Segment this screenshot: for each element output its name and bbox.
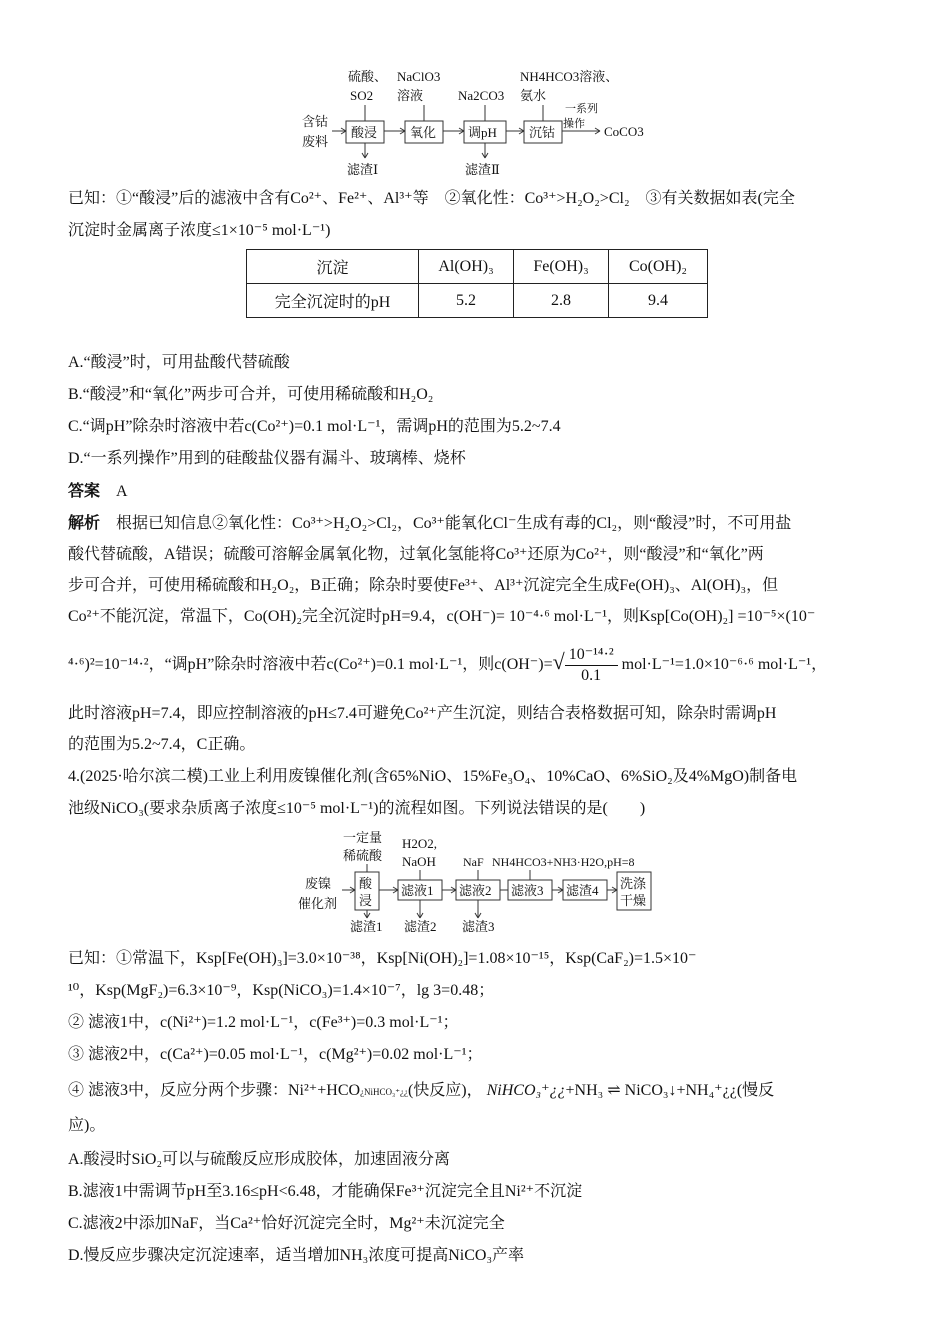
flow2-step: 滤渣4 <box>566 883 599 898</box>
flow1-reagent: NaClO3 <box>397 69 441 84</box>
flow2-raw: 废镍 <box>305 876 332 891</box>
flow2-residue: 滤渣1 <box>350 919 383 934</box>
reaction-text: NiCO₃↓+NH₄⁺¿¿ <box>624 1082 737 1099</box>
flow1-side-label: 操作 <box>563 118 585 130</box>
flow1-reagent: NH4HCO3溶液、 <box>520 69 619 84</box>
fraction <box>565 645 618 686</box>
reaction-garble: ¿NiHCO₃⁺¿¿ <box>360 1087 408 1097</box>
flow1-reagent: 氨水 <box>520 88 547 103</box>
flow2-step: 浸 <box>359 893 373 908</box>
table-row <box>247 284 708 318</box>
table-cell: 9.4 <box>609 284 708 318</box>
reaction-text: (快反应)， <box>407 1082 483 1099</box>
analysis-line: Co²⁺不能沉淀，常温下，Co(OH)₂完全沉淀时pH=9.4，c(OH⁻)= 10⁻⁴·⁶ mol·L⁻¹，则Ksp[Co(OH)₂] =10⁻⁵×(10⁻ <box>68 608 816 625</box>
flow1-reagent: SO2 <box>350 88 374 103</box>
flow2-residue: 滤渣2 <box>404 919 437 934</box>
known2-line: ③ 滤液2中，c(Ca²⁺)=0.05 mol·L⁻¹，c(Mg²⁺)=0.02 mol·L⁻¹； <box>68 1046 483 1063</box>
flow2-step: 酸 <box>359 876 373 891</box>
q4-option-b: B.滤液1中需调节pH至3.16≤pH<6.48，才能确保Fe³⁺沉淀完全且Ni²⁺不沉淀 <box>68 1183 583 1200</box>
known1-line2: 沉淀时金属离子浓度≤1×10⁻⁵ mol·L⁻¹) <box>68 222 331 239</box>
flow1-reagent: 溶液 <box>397 88 424 103</box>
option-a: A.“酸浸”时，可用盐酸代替硫酸 <box>68 354 290 371</box>
sqrt-icon: √ <box>552 649 565 674</box>
flow-diagram-2 <box>0 828 950 938</box>
analysis-line: 此时溶液pH=7.4，即应控制溶液的pH≤7.4可避免Co²⁺产生沉淀，则结合表格数据可知，除杂时需调pH <box>68 705 777 722</box>
fraction-denominator: 0.1 <box>581 666 602 684</box>
answer-label: 答案 <box>68 483 101 500</box>
flow1-residue: 滤渣Ⅱ <box>465 162 500 177</box>
analysis-line <box>68 640 827 687</box>
flow1-reagent: 硫酸、 <box>348 69 388 84</box>
flow2-step: 干燥 <box>620 893 647 908</box>
analysis-line: 的范围为5.2~7.4，C正确。 <box>68 736 256 753</box>
known2-line: 已知：①常温下，Ksp[Fe(OH)₃]=3.0×10⁻³⁸，Ksp[Ni(OH)₂]=1.08×10⁻¹⁵，Ksp(CaF₂)=1.5×10⁻ <box>68 950 697 967</box>
flow1-step: 调pH <box>468 125 497 140</box>
flow1-step: 沉钴 <box>529 125 556 140</box>
flow2-reagent: 稀硫酸 <box>343 848 383 863</box>
flow2-step: 滤液2 <box>459 883 492 898</box>
flow1-product: CoCO3 <box>604 124 644 139</box>
known1-line1: 已知：①“酸浸”后的滤液中含有Co²⁺、Fe²⁺、Al³⁺等 ②氧化性：Co³⁺>H₂O₂>Cl₂ ③有关数据如表(完全 <box>68 190 795 207</box>
table-cell: 沉淀 <box>247 250 419 284</box>
q4-option-c: C.滤液2中添加NaF，当Ca²⁺恰好沉淀完全时，Mg²⁺未沉淀完全 <box>68 1215 505 1232</box>
table-header-row <box>247 250 708 284</box>
known2-line: 应)。 <box>68 1117 106 1134</box>
flow2-reagent: NaF <box>463 855 484 869</box>
table-cell: Al(OH)₃ <box>419 250 514 284</box>
analysis-text: mol·L⁻¹=1.0×10⁻⁶·⁶ mol·L⁻¹， <box>621 656 828 673</box>
known2-line: ¹⁰，Ksp(MgF₂)=6.3×10⁻⁹，Ksp(NiCO₃)=1.4×10⁻⁷，lg 3=0.48； <box>68 982 495 999</box>
known2-line: ② 滤液1中，c(Ni²⁺)=1.2 mol·L⁻¹，c(Fe³⁺)=0.3 mol·L⁻¹； <box>68 1014 459 1031</box>
reaction-text: NiHCO₃⁺¿¿ <box>486 1082 566 1099</box>
answer-value: A <box>116 483 128 500</box>
flow1-raw: 含钴 <box>302 114 329 129</box>
flow2-raw: 催化剂 <box>298 896 338 911</box>
flow2-step: 洗涤 <box>620 876 647 891</box>
table-cell: Fe(OH)₃ <box>514 250 609 284</box>
option-b: B.“酸浸”和“氧化”两步可合并，可使用稀硫酸和H₂O₂ <box>68 386 434 403</box>
analysis-line: 步可合并，可使用稀硫酸和H₂O₂，B正确；除杂时要使Fe³⁺、Al³⁺沉淀完全生成Fe(OH)₃、Al(OH)₃，但 <box>68 577 779 594</box>
table-cell: 2.8 <box>514 284 609 318</box>
reaction-text: ④ 滤液3中，反应分两个步骤：Ni²⁺+HCO <box>68 1082 361 1099</box>
q4-stem: 4.(2025·哈尔滨二模)工业上利用废镍催化剂(含65%NiO、15%Fe₃O₄、10%CaO、6%SiO₂及4%MgO)制备电 <box>68 768 798 785</box>
analysis-label: 解析 <box>68 515 101 532</box>
flow2-step: 滤液3 <box>511 883 544 898</box>
equilibrium-arrow-icon: ⇌ <box>607 1082 621 1099</box>
table-cell: Co(OH)₂ <box>609 250 708 284</box>
known2-reaction-line <box>68 1080 774 1103</box>
flow1-side-label: 一系列 <box>565 103 598 115</box>
analysis-text: ⁴·⁶)²=10⁻¹⁴·²，“调pH”除杂时溶液中若c(Co²⁺)=0.1 mol·L⁻¹，则c(OH⁻)= <box>68 656 553 673</box>
flow2-step: 滤液1 <box>401 883 434 898</box>
answer-line <box>68 481 128 503</box>
flow2-reagent: NH4HCO3+NH3·H2O,pH=8 <box>492 855 635 869</box>
table-cell: 完全沉淀时的pH <box>247 284 419 318</box>
flow1-reagent: Na2CO3 <box>458 88 505 103</box>
flow2-residue: 滤渣3 <box>462 919 495 934</box>
fraction-numerator: 10⁻¹⁴·² <box>565 645 618 666</box>
flow1-raw: 废料 <box>302 134 329 149</box>
flow1-residue: 滤渣Ⅰ <box>347 162 379 177</box>
reaction-text: (慢反 <box>736 1082 775 1099</box>
q4-stem: 池级NiCO₃(要求杂质离子浓度≤10⁻⁵ mol·L⁻¹)的流程如图。下列说法错误的是( ) <box>68 800 646 817</box>
flow1-step: 氧化 <box>410 125 437 140</box>
flow-diagram-1 <box>0 0 950 185</box>
analysis-line: 酸代替硫酸，A错误；硫酸可溶解金属氧化物，过氧化氢能将Co³⁺还原为Co²⁺，则“酸浸”和“氧化”两 <box>68 546 764 563</box>
flow2-reagent: H2O2, <box>402 836 438 851</box>
flow2-reagent: NaOH <box>402 854 436 869</box>
analysis-line <box>68 513 791 535</box>
option-d: D.“一系列操作”用到的硅酸盐仪器有漏斗、玻璃棒、烧杯 <box>68 450 466 467</box>
analysis-text: 根据已知信息②氧化性：Co³⁺>H₂O₂>Cl₂，Co³⁺能氧化Cl⁻生成有毒的Cl₂，则“酸浸”时，不可用盐 <box>116 515 792 532</box>
option-c: C.“调pH”除杂时溶液中若c(Co²⁺)=0.1 mol·L⁻¹，需调pH的范围为5.2~7.4 <box>68 418 561 435</box>
q4-option-a: A.酸浸时SiO₂可以与硫酸反应形成胶体，加速固液分离 <box>68 1151 451 1168</box>
flow2-reagent: 一定量 <box>343 830 383 845</box>
table-cell: 5.2 <box>419 284 514 318</box>
q4-option-d: D.慢反应步骤决定沉淀速率，适当增加NH₃浓度可提高NiCO₃产率 <box>68 1247 525 1264</box>
data-table <box>246 249 708 318</box>
flow1-step: 酸浸 <box>351 125 378 140</box>
reaction-text: +NH₃ <box>565 1082 604 1099</box>
